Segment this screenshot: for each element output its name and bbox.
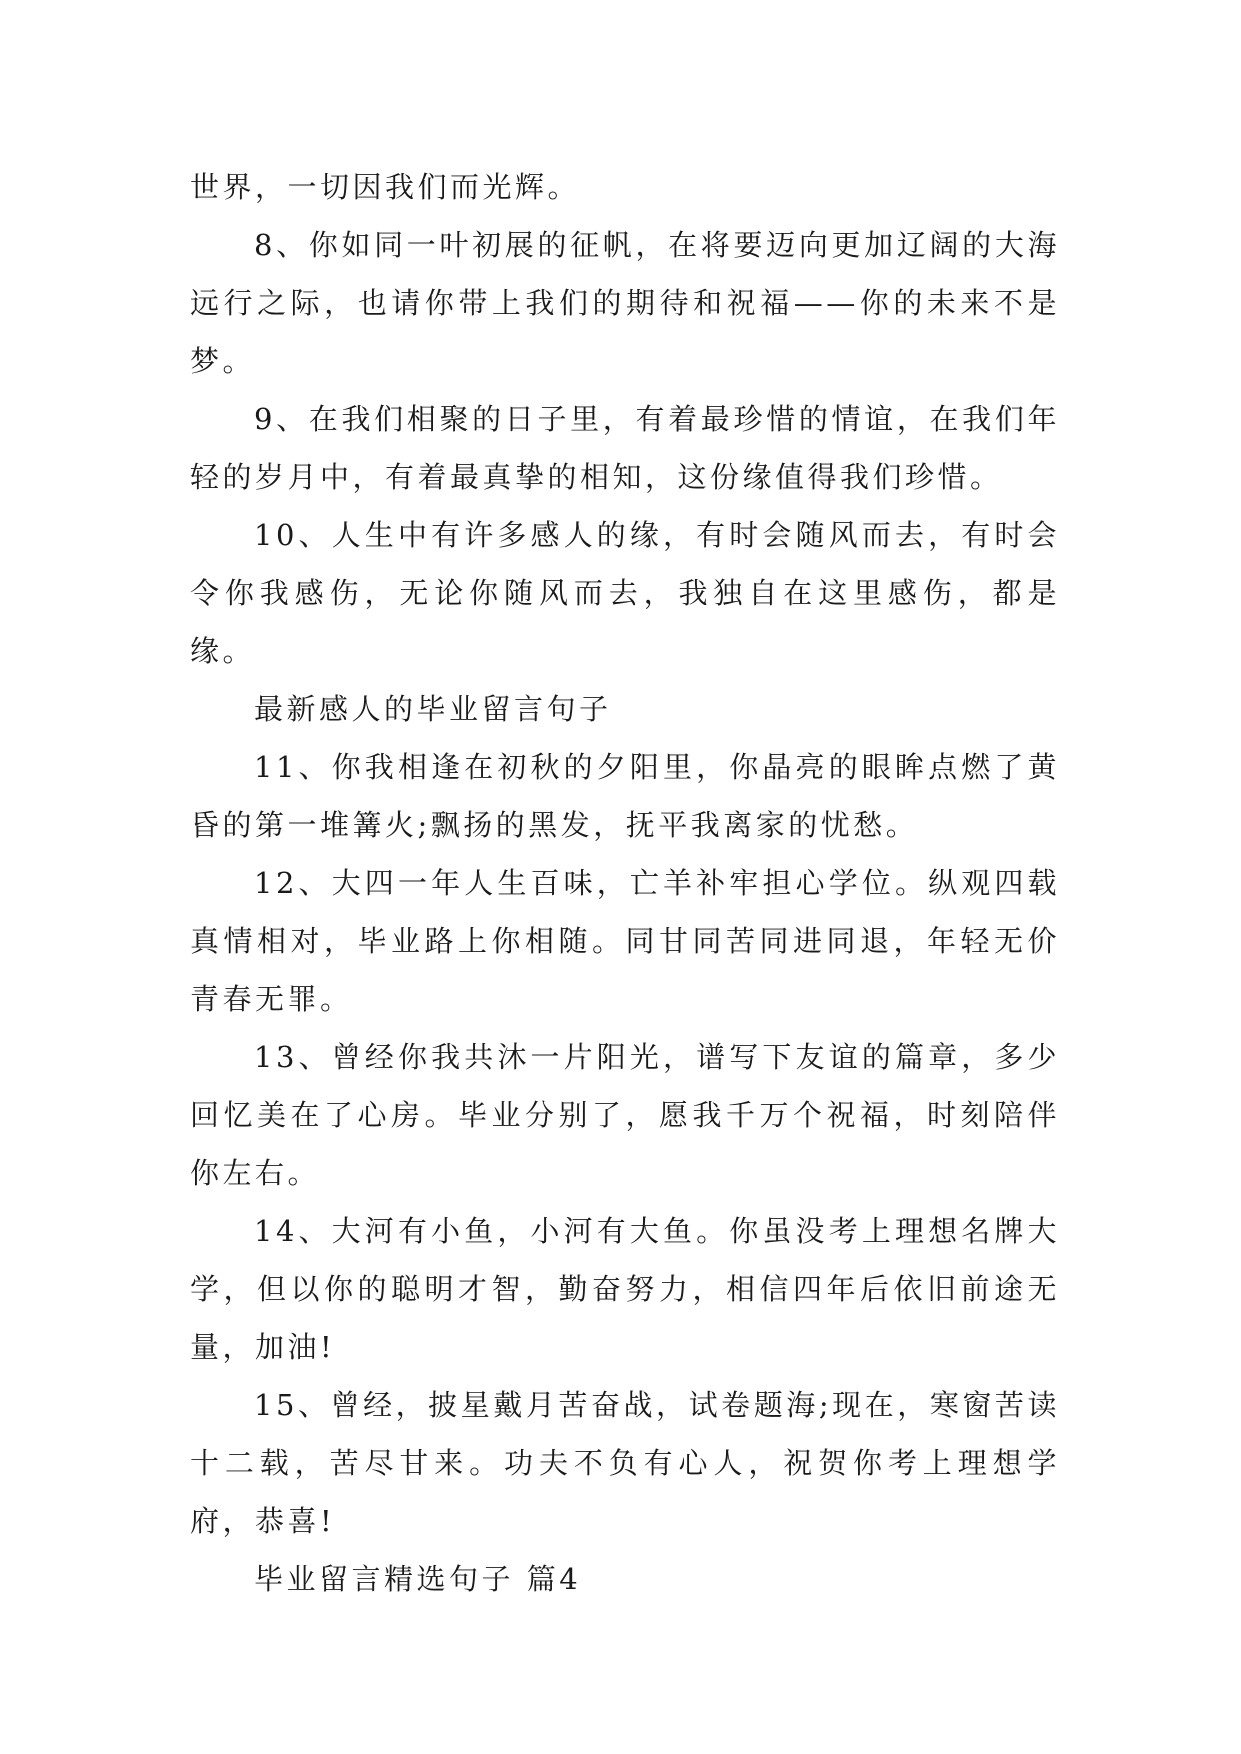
paragraph-item-9: 9、在我们相聚的日子里，有着最珍惜的情谊，在我们年轻的岁月中，有着最真挚的相知，这份缘值得我们珍惜。 bbox=[190, 402, 1060, 494]
paragraph-item-13: 13、曾经你我共沐一片阳光，谱写下友谊的篇章，多少回忆美在了心房。毕业分别了，愿我千万个祝福，时刻陪伴你左右。 bbox=[190, 1040, 1060, 1190]
paragraph-item-14: 14、大河有小鱼，小河有大鱼。你虽没考上理想名牌大学，但以你的聪明才智，勤奋努力，相信四年后依旧前途无量，加油! bbox=[190, 1214, 1060, 1364]
document-body bbox=[190, 158, 1060, 1608]
paragraph-item-10: 10、人生中有许多感人的缘，有时会随风而去，有时会令你我感伤，无论你随风而去，我独自在这里感伤，都是缘。 bbox=[190, 518, 1060, 668]
paragraph-item-8: 8、你如同一叶初展的征帆，在将要迈向更加辽阔的大海远行之际，也请你带上我们的期待和祝福——你的未来不是梦。 bbox=[190, 228, 1060, 378]
paragraph-item-12: 12、大四一年人生百味，亡羊补牢担心学位。纵观四载真情相对，毕业路上你相随。同甘同苦同进同退，年轻无价青春无罪。 bbox=[190, 866, 1060, 1016]
section-heading: 最新感人的毕业留言句子 bbox=[254, 692, 612, 726]
paragraph-item-15: 15、曾经，披星戴月苦奋战，试卷题海;现在，寒窗苦读十二载，苦尽甘来。功夫不负有心人，祝贺你考上理想学府，恭喜! bbox=[190, 1388, 1060, 1538]
paragraph-item-11: 11、你我相逢在初秋的夕阳里，你晶亮的眼眸点燃了黄昏的第一堆篝火;飘扬的黑发，抚平我离家的忧愁。 bbox=[190, 750, 1060, 842]
paragraph-1: 世界，一切因我们而光辉。 bbox=[190, 170, 581, 204]
section-heading-part-4: 毕业留言精选句子 篇4 bbox=[254, 1562, 582, 1596]
